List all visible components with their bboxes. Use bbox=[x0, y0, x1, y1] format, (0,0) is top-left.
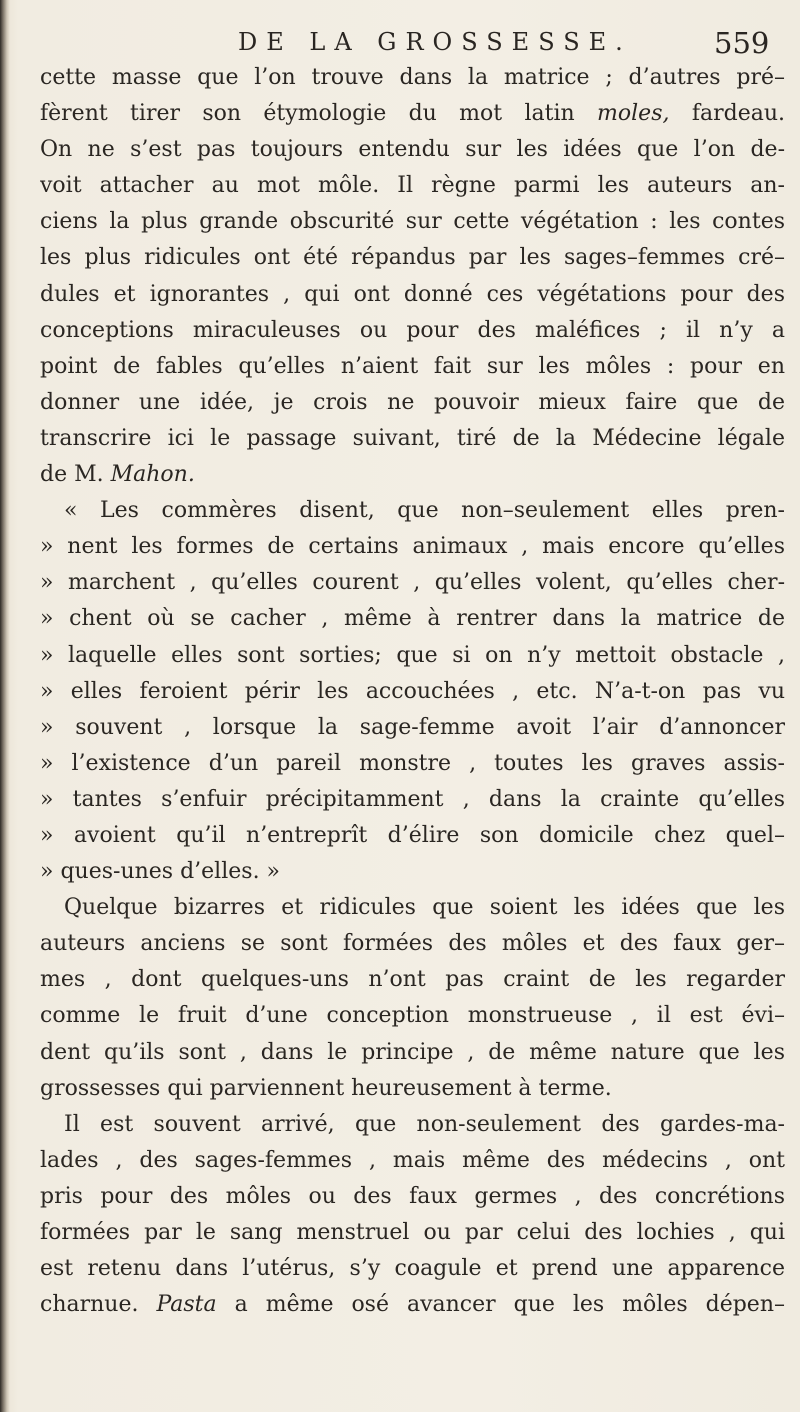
text-line: cette masse que l’on trouve dans la matrice ; d’autres pré– bbox=[40, 65, 785, 90]
text-line: ciens la plus grande obscurité sur cette végétation : les contes bbox=[40, 209, 785, 235]
text-line: les plus ridicules ont été répandus par les sages–femmes cré– bbox=[40, 245, 785, 271]
quote-line: » tantes s’enfuir précipitamment , dans la crainte qu’elles bbox=[40, 786, 785, 812]
text-line: On ne s’est pas toujours entendu sur les idées que l’on de- bbox=[40, 137, 785, 163]
text-line: voit attacher au mot môle. Il règne parmi les auteurs an- bbox=[40, 173, 785, 199]
quote-line: « Les commères disent, que non–seulement elles pren- bbox=[64, 498, 785, 524]
binding-edge bbox=[0, 0, 10, 1412]
text-line: formées par le sang menstruel ou par celui des lochies , qui bbox=[40, 1220, 785, 1245]
text-line: comme le fruit d’une conception monstrueuse , il est évi– bbox=[40, 1003, 785, 1029]
text-line: est retenu dans l’utérus, s’y coagule et prend une apparence bbox=[40, 1256, 785, 1282]
quote-line: » laquelle elles sont sorties; que si on n’y mettoit obstacle , bbox=[40, 642, 785, 668]
text-line: grossesses qui parviennent heureusement à terme. bbox=[40, 1075, 612, 1101]
text-line: dules et ignorantes , qui ont donné ces végétations pour des bbox=[40, 281, 785, 307]
text-line: mes , dont quelques-uns n’ont pas craint de les regarder bbox=[40, 967, 785, 993]
quote-line: » marchent , qu’elles courent , qu’elles volent, qu’elles cher- bbox=[40, 570, 785, 596]
text-line: charnue. Pasta a même osé avancer que les môles dépen– bbox=[40, 1292, 785, 1318]
running-head-title: DE LA GROSSESSE. bbox=[238, 28, 632, 56]
text-line: de M. Mahon. bbox=[40, 462, 195, 488]
text-line: Il est souvent arrivé, que non-seulement des gardes-ma- bbox=[64, 1111, 785, 1137]
quote-line: » ques-unes d’elles. » bbox=[40, 859, 281, 885]
text-line: transcrire ici le passage suivant, tiré de la Médecine légale bbox=[40, 425, 785, 451]
text-line: auteurs anciens se sont formées des môles et des faux ger– bbox=[40, 931, 785, 957]
body-text bbox=[40, 60, 785, 1323]
quote-line: » elles feroient périr les accouchées , etc. N’a-t-on pas vu bbox=[40, 678, 785, 704]
quote-line: » l’existence d’un pareil monstre , toutes les graves assis- bbox=[40, 750, 785, 776]
text-line: dent qu’ils sont , dans le principe , de même nature que les bbox=[40, 1039, 785, 1065]
quote-line: » nent les formes de certains animaux , mais encore qu’elles bbox=[40, 534, 785, 560]
quote-line: » souvent , lorsque la sage-femme avoit l’air d’annoncer bbox=[40, 714, 785, 740]
quote-line: » avoient qu’il n’entreprît d’élire son domicile chez quel– bbox=[40, 822, 785, 848]
text-line: Quelque bizarres et ridicules que soient les idées que les bbox=[64, 895, 785, 921]
text-line: donner une idée, je crois ne pouvoir mieux faire que de bbox=[40, 389, 785, 415]
text-line: point de fables qu’elles n’aient fait sur les môles : pour en bbox=[40, 353, 785, 379]
text-line: lades , des sages-femmes , mais même des médecins , ont bbox=[40, 1147, 785, 1173]
text-line: conceptions miraculeuses ou pour des maléfices ; il n’y a bbox=[40, 317, 785, 343]
running-head bbox=[0, 22, 800, 62]
page-number: 559 bbox=[714, 26, 770, 60]
quote-line: » chent où se cacher , même à rentrer dans la matrice de bbox=[40, 606, 785, 632]
text-line: fèrent tirer son étymologie du mot latin moles, fardeau. bbox=[40, 101, 785, 127]
text-line: pris pour des môles ou des faux germes , des concrétions bbox=[40, 1183, 785, 1209]
